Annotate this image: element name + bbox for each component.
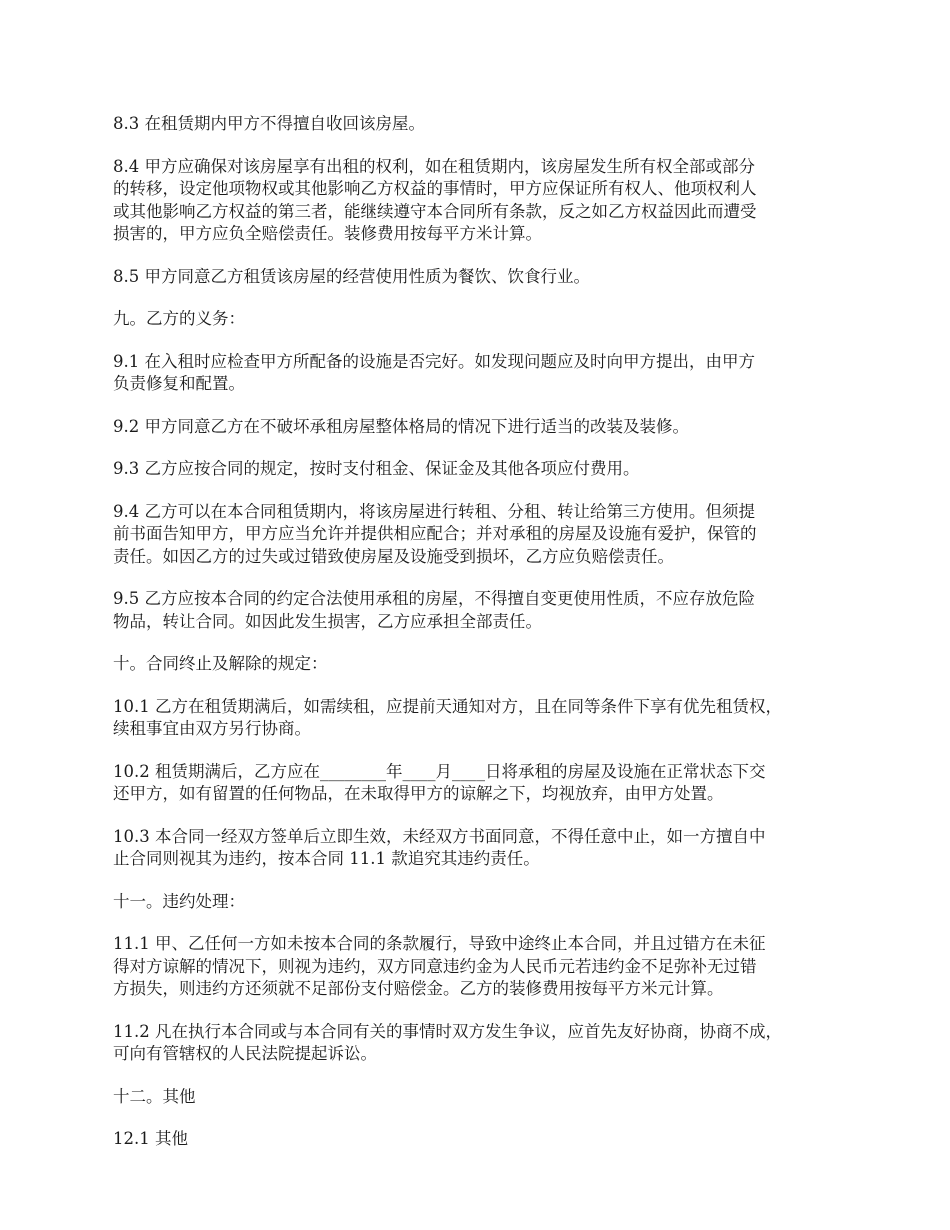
section-heading-11: 十一。违约处理： bbox=[113, 891, 245, 911]
clause-9-3: 9.3 乙方应按合同的规定，按时支付租金、保证金及其他各项应付费用。 bbox=[113, 459, 640, 478]
clause-9-2: 9.2 甲方同意乙方在不破坏承租房屋整体格局的情况下进行适当的改装及装修。 bbox=[113, 416, 689, 436]
section-heading-10: 十。合同终止及解除的规定： bbox=[113, 654, 328, 673]
section-heading-12: 十二。其他 bbox=[113, 1086, 196, 1106]
clause-10-2: 10.2 租赁期满后，乙方应在________年____月____日将承租的房屋及设施在正常状态下交 还甲方，如有留置的任何物品，在未取得甲方的谅解之下，均视放弃，由甲方处置。 bbox=[113, 761, 766, 803]
clause-11-1: 11.1 甲、乙任何一方如未按本合同的条款履行，导致中途终止本合同，并且过错方在未征 得对方谅解的情况下，则视为违约，双方同意违约金为人民币元若违约金不足弥补无过错 方损失，则违约方还须就不足部份支付赔偿金。乙方的装修费用按每平方米元计算。 bbox=[113, 934, 766, 998]
clause-9-4: 9.4 乙方可以在本合同租赁期内，将该房屋进行转租、分租、转让给第三方使用。但须提 前书面告知甲方，甲方应当允许并提供相应配合；并对承租的房屋及设施有爱护，保管的 责任。如因乙方的过失或过错致使房屋及设施受到损坏，乙方应负赔偿责任。 bbox=[113, 501, 757, 566]
clause-11-2: 11.2 凡在执行本合同或与本合同有关的事情时双方发生争议，应首先友好协商，协商不成， 可向有管辖权的人民法院提起诉讼。 bbox=[113, 1021, 782, 1063]
clause-8-3: 8.3 在租赁期内甲方不得擅自收回该房屋。 bbox=[113, 114, 425, 133]
clause-9-1: 9.1 在入租时应检查甲方所配备的设施是否完好。如发现问题应及时向甲方提出，由甲方 负责修复和配置。 bbox=[113, 351, 755, 393]
section-heading-9: 九。乙方的义务： bbox=[113, 309, 245, 328]
clause-8-5: 8.5 甲方同意乙方租赁该房屋的经营使用性质为餐饮、饮食行业。 bbox=[113, 266, 590, 286]
clause-9-5: 9.5 乙方应按本合同的约定合法使用承租的房屋，不得擅自变更使用性质，不应存放危险 物品，转让合同。如因此发生损害，乙方应承担全部责任。 bbox=[113, 589, 755, 631]
clause-8-4: 8.4 甲方应确保对该房屋享有出租的权利，如在租赁期内，该房屋发生所有权全部或部分 的转移，设定他项物权或其他影响乙方权益的事情时，甲方应保证所有权人、他项权利人 或其他影响乙方权益的第三者，能继续遵守本合同所有条款，反之如乙方权益因此而遭受 损害的，甲方应负全赔偿责任。装修费用按每平方米计算。 bbox=[113, 156, 757, 243]
clause-10-1: 10.1 乙方在租赁期满后，如需续租，应提前天通知对方，且在同等条件下享有优先租赁权， 续租事宜由双方另行协商。 bbox=[113, 696, 782, 738]
clause-10-3: 10.3 本合同一经双方签单后立即生效，未经双方书面同意，不得任意中止，如一方擅自中 止合同则视其为违约，按本合同 11.1 款追究其违约责任。 bbox=[113, 826, 766, 868]
clause-12-1: 12.1 其他 bbox=[113, 1129, 188, 1148]
